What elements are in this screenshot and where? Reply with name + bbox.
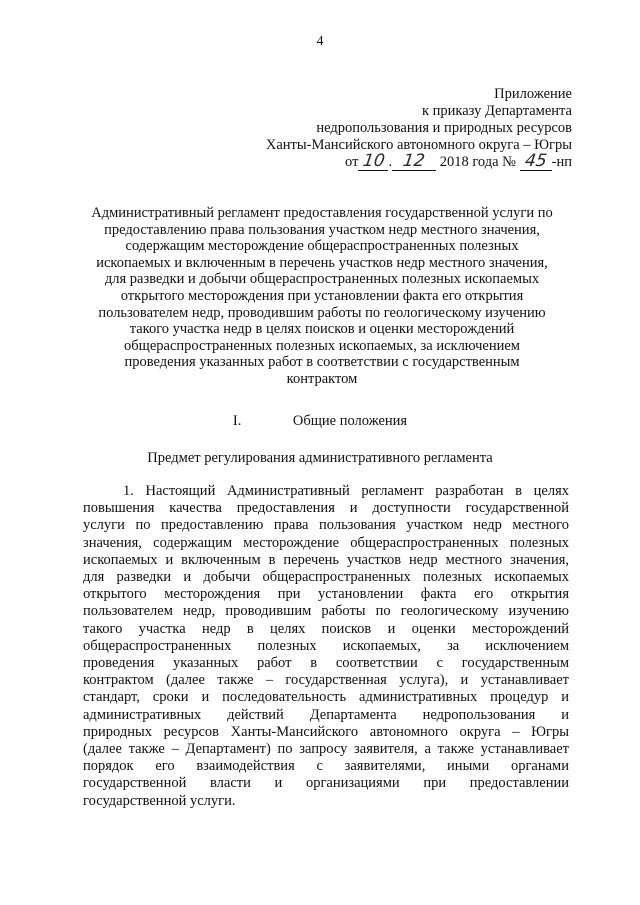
appendix-department: недропользования и природных ресурсов [316, 120, 572, 136]
paragraph-line: 1. Настоящий Административный регламент разработан в целях [123, 483, 569, 499]
section-heading [0, 413, 640, 430]
title-line: контрактом [286, 370, 358, 387]
date-prefix: от [345, 154, 359, 170]
paragraph-line: пользователем недр, проводившим работы по геологическому изучению [83, 603, 569, 620]
title-line: пользователем недр, проводившим работы по геологическому изучению [98, 304, 546, 321]
date-year: 2018 года № [439, 154, 517, 170]
appendix-date-line: от 10 . 12 2018 года № 45 -нп [345, 151, 572, 171]
paragraph-line: административных действий Департамента недропользования и [83, 706, 569, 723]
paragraph-line: (далее также – Департамент) по запросу заявителя, а также устанавливает [83, 741, 569, 758]
paragraph-line: стандарт, сроки и последовательность административных процедур и [83, 689, 569, 706]
paragraph-line: услуги по предоставлению права пользования участком недр местного [83, 517, 569, 534]
title-line: предоставлению права пользования участком недр местного значения, [104, 221, 540, 238]
order-number-field [520, 151, 552, 171]
title-line: такого участка недр в целях поисков и оценки месторождений [129, 321, 515, 338]
paragraph-line: государственной власти и организациями при предоставлении [83, 775, 569, 792]
title-line: проведения указанных работ в соответствии с государственным [124, 354, 520, 371]
paragraph-line: государственной услуги. [83, 792, 236, 809]
section-title: Общие положения [292, 413, 408, 429]
title-line: содержащим месторождение общераспространенных полезных [125, 238, 519, 255]
paragraph-1 [83, 483, 569, 810]
section-number: I. [232, 413, 242, 429]
paragraph-line: такого участка недр в целях поисков и оценки месторождений [83, 620, 569, 637]
title-line: Административный регламент предоставления государственной услуги по [91, 205, 553, 221]
title-line: общераспространенных полезных ископаемых, за исключением [124, 337, 520, 354]
paragraph-line: порядок его взаимодействия с заявителями, иными органами [83, 758, 569, 775]
appendix-order-ref: к приказу Департамента [421, 103, 572, 119]
paragraph-line: природных ресурсов Ханты-Мансийского автономного округа – Югры [83, 723, 569, 740]
title-line: открытого месторождения при установлении факта его открытия [120, 287, 524, 304]
appendix-header [152, 86, 572, 171]
subsection-heading: Предмет регулирования административного регламента [147, 450, 493, 466]
paragraph-line: открытого месторождения при установлении факта его открытия [83, 586, 569, 603]
paragraph-line: ископаемых и включенным в перечень участков недр местного значения, [83, 551, 569, 568]
page-number: 4 [316, 34, 324, 49]
paragraph-line: контрактом (далее также – государственная услуга), и устанавливает [83, 672, 569, 689]
handwritten-month: 12 [401, 151, 427, 171]
handwritten-day: 10 [361, 151, 386, 171]
appendix-label: Приложение [494, 86, 572, 102]
appendix-region: Ханты-Мансийского автономного округа – Югры [265, 137, 572, 153]
paragraph-line: общераспространенных полезных ископаемых, за исключением [83, 637, 569, 654]
paragraph-line: значения, содержащим месторождение общераспространенных полезных [83, 534, 569, 551]
paragraph-line: повышения качества предоставления и доступности государственной [83, 500, 569, 517]
paragraph-line: проведения указанных работ в соответствии с государственным [83, 655, 569, 672]
date-day-field [358, 151, 388, 171]
document-title [72, 205, 572, 388]
order-number-suffix: -нп [551, 154, 572, 170]
title-line: для разведки и добычи общераспространенных полезных ископаемых [104, 271, 540, 288]
paragraph-line: для разведки и добычи общераспространенных полезных ископаемых [83, 569, 569, 586]
date-month-field [392, 151, 436, 171]
handwritten-order-number: 45 [523, 151, 548, 171]
title-line: ископаемых и включенным в перечень участков недр местного значения, [96, 254, 548, 271]
